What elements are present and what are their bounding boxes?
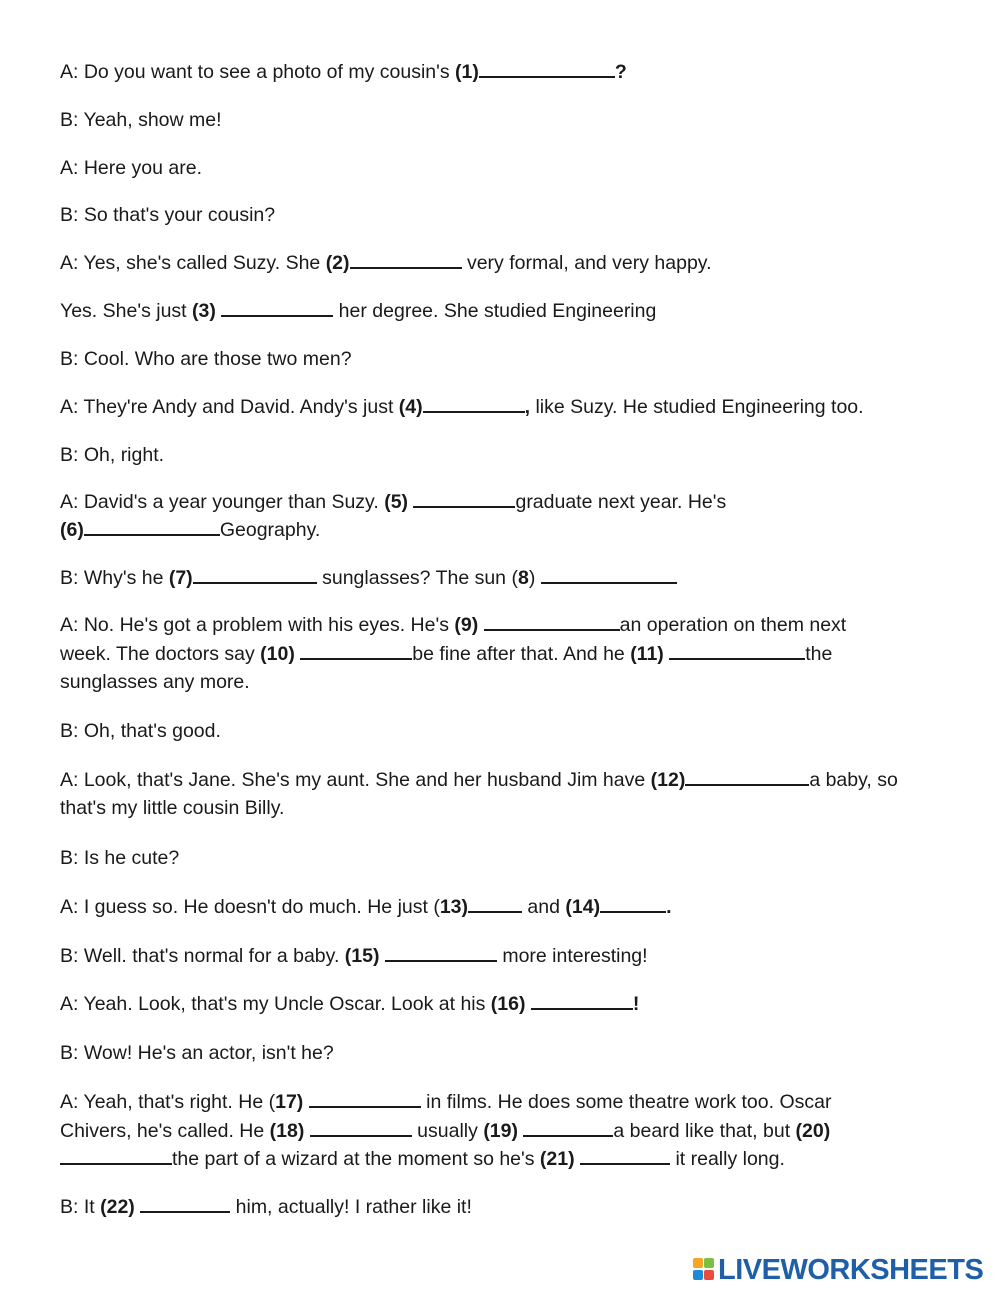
dialogue-line-5: [60, 249, 940, 278]
line-text: A: I guess so. He doesn't do much. He just (: [60, 896, 440, 918]
line-text: B: So that's your cousin?: [60, 204, 276, 226]
answer-blank-21[interactable]: [580, 1145, 670, 1165]
answer-blank-2[interactable]: [350, 249, 462, 269]
logo-icon: [693, 1258, 715, 1282]
line-text: like Suzy. He studied Engineering too.: [530, 396, 864, 418]
answer-blank-1[interactable]: [479, 58, 615, 78]
answer-blank-16[interactable]: [531, 990, 633, 1010]
dialogue-line-10: [60, 488, 940, 517]
answer-blank-17[interactable]: [309, 1088, 421, 1108]
line-end-punctuation: !: [632, 993, 640, 1015]
line-text: B: It: [60, 1196, 101, 1218]
gap-number: (20): [795, 1120, 831, 1142]
line-text: a beard like that, but: [613, 1120, 796, 1142]
dialogue-line-1: [60, 58, 940, 87]
answer-blank-9[interactable]: [484, 611, 620, 631]
dialogue-line-17: [60, 766, 940, 795]
answer-blank-3[interactable]: [221, 297, 333, 317]
line-text: B: Why's he: [60, 567, 169, 589]
answer-blank-20[interactable]: [60, 1145, 172, 1165]
dialogue-line-21: [60, 942, 940, 971]
answer-blank-15[interactable]: [385, 942, 497, 962]
line-text: it really long.: [670, 1148, 785, 1170]
liveworksheets-logo: [693, 1253, 984, 1286]
answer-blank-11[interactable]: [669, 640, 805, 660]
gap-number: (4): [398, 396, 423, 418]
line-text: A: Yes, she's called Suzy. She: [60, 252, 326, 274]
answer-blank-10[interactable]: [300, 640, 412, 660]
dialogue-line-7: [60, 345, 940, 374]
answer-blank-12[interactable]: [685, 766, 809, 786]
line-text: in films. He does some theatre work too. Oscar: [420, 1091, 832, 1113]
dialogue-line-6: [60, 297, 940, 326]
dialogue-line-26: [60, 1145, 940, 1174]
gap-number: (10): [260, 643, 295, 665]
line-text: sunglasses any more.: [60, 671, 250, 693]
gap-number: (5): [384, 491, 409, 513]
dialogue-line-22: [60, 990, 940, 1019]
line-text: B: Oh, right.: [60, 444, 165, 466]
dialogue-line-25: [60, 1117, 940, 1146]
line-text: usually: [411, 1120, 484, 1142]
line-text: him, actually! I rather like it!: [230, 1196, 472, 1218]
gap-number: (11): [630, 643, 664, 665]
line-text: A: Yeah, that's right. He (: [60, 1091, 276, 1113]
line-text: the part of a wizard at the moment so he's: [172, 1148, 540, 1170]
dialogue-line-4: [60, 201, 940, 230]
gap-number: (9): [454, 614, 479, 636]
dialogue-line-20: [60, 893, 940, 922]
line-text: her degree. She studied Engineering: [333, 300, 657, 322]
gap-number: (21): [539, 1148, 575, 1170]
answer-blank-18[interactable]: [310, 1117, 412, 1137]
line-text: graduate next year. He's: [515, 491, 727, 513]
line-text: B: Well. that's normal for a baby.: [60, 945, 345, 967]
dialogue-line-24: [60, 1088, 940, 1117]
line-text: A: Here you are.: [60, 157, 202, 179]
dialogue-line-9: [60, 441, 940, 470]
answer-blank-8[interactable]: [541, 564, 677, 584]
line-text: a baby, so: [809, 769, 898, 791]
logo-text: LIVEWORKSHEETS: [718, 1253, 984, 1286]
gap-number: (7): [168, 567, 193, 589]
dialogue-line-3: [60, 154, 940, 183]
dialogue-line-16: [60, 717, 940, 746]
gap-number: (6): [60, 519, 84, 541]
dialogue-line-27: [60, 1193, 940, 1222]
line-text: more interesting!: [496, 945, 648, 967]
line-text: A: They're Andy and David. Andy's just: [60, 396, 399, 418]
gap-number: (16): [490, 993, 526, 1015]
dialogue-line-12: [60, 564, 940, 593]
gap-number: (12): [650, 769, 686, 791]
gap-number: (19): [483, 1120, 518, 1142]
line-text: B: Wow! He's an actor, isn't he?: [60, 1042, 334, 1064]
line-text: and: [522, 896, 566, 918]
dialogue-line-2: [60, 106, 940, 135]
dialogue-line-19: [60, 844, 940, 873]
gap-number: (2): [325, 252, 350, 274]
line-text: Yes. She's just: [60, 300, 192, 322]
line-text: an operation on them next: [619, 614, 847, 636]
dialogue-line-14: [60, 640, 940, 669]
line-text: sunglasses? The sun (: [316, 567, 518, 589]
line-text: A: No. He's got a problem with his eyes. He's: [60, 614, 455, 636]
gap-number: (22): [100, 1196, 135, 1218]
gap-number: (15): [344, 945, 380, 967]
line-text: B: Yeah, show me!: [60, 109, 222, 131]
dialogue-line-18: [60, 794, 940, 823]
line-text: be fine after that. And he: [412, 643, 631, 665]
gap-number: (18): [269, 1120, 305, 1142]
gap-number: 17): [275, 1091, 304, 1113]
line-text: B: Is he cute?: [60, 847, 180, 869]
answer-blank-5[interactable]: [413, 488, 515, 508]
answer-blank-19[interactable]: [523, 1117, 613, 1137]
line-text: A: Do you want to see a photo of my cousin's: [60, 61, 456, 83]
line-text: ): [528, 567, 541, 589]
line-end-punctuation: .: [666, 896, 672, 918]
line-text: B: Cool. Who are those two men?: [60, 348, 352, 370]
dialogue-line-8: A: They're Andy and David. Andy's just (4) , like Suzy. He studied Engineering too.: [60, 393, 940, 422]
gap-number: (14): [565, 896, 601, 918]
answer-blank-6[interactable]: [84, 516, 220, 536]
line-text: A: Yeah. Look, that's my Uncle Oscar. Look at his: [60, 993, 491, 1015]
dialogue-line-13: [60, 611, 940, 640]
answer-blank-13[interactable]: [468, 893, 522, 913]
answer-blank-7[interactable]: [193, 564, 317, 584]
line-text: week. The doctors say: [60, 643, 261, 665]
answer-blank-4[interactable]: [423, 393, 525, 413]
line-text: the: [805, 643, 833, 665]
dialogue-line-11: [60, 516, 940, 545]
line-end-punctuation: ?: [614, 61, 627, 83]
gap-number: 13): [439, 896, 469, 918]
gap-number: (1): [455, 61, 479, 83]
line-text: very formal, and very happy.: [461, 252, 712, 274]
line-text: A: Look, that's Jane. She's my aunt. She and her husband Jim have: [60, 769, 651, 791]
dialogue-line-15: [60, 668, 940, 697]
gap-number: 8: [517, 567, 529, 589]
gap-number: (3): [192, 300, 216, 322]
line-text: B: Oh, that's good.: [60, 720, 221, 742]
line-text: that's my little cousin Billy.: [60, 797, 285, 819]
answer-blank-14[interactable]: [600, 893, 666, 913]
answer-blank-22[interactable]: [140, 1193, 230, 1213]
line-text: Chivers, he's called. He: [60, 1120, 270, 1142]
line-text: Geography.: [219, 519, 321, 541]
line-text: A: David's a year younger than Suzy.: [60, 491, 385, 513]
dialogue-line-23: [60, 1039, 940, 1068]
